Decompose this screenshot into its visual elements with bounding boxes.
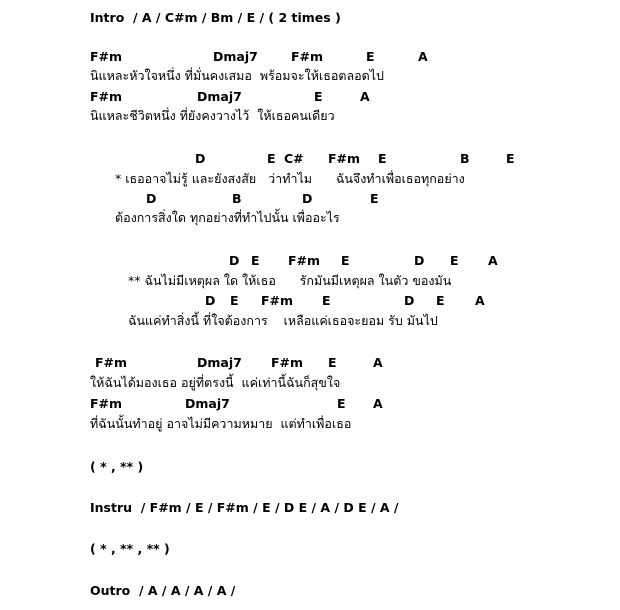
chord: E (267, 151, 276, 166)
chord: E (341, 253, 350, 268)
lyric-line: นิแหละหัวใจหนึ่ง ที่มั่นคงเสมอ พร้อมจะให้เธอตลอดไป (90, 68, 384, 83)
chord: E (251, 253, 260, 268)
intro-line: Intro / A / C#m / Bm / E / ( 2 times ) (90, 10, 341, 25)
chord: Dmaj7 (197, 89, 242, 104)
chord: E (436, 293, 445, 308)
chord: D (146, 191, 157, 206)
chord: Dmaj7 (213, 49, 258, 64)
lyric-line: นิแหละชีวิตหนึ่ง ที่ยังคงวางไว้ ให้เธอคนเดียว (90, 108, 335, 123)
chord: F#m (328, 151, 361, 166)
chord: E (506, 151, 515, 166)
chord: E (378, 151, 387, 166)
chord: F#m (95, 355, 128, 370)
lyric-line: ต้องการสิ่งใด ทุกอย่างที่ทำไปนั้น เพื่ออะไร (115, 210, 340, 225)
chord: F#m (271, 355, 304, 370)
lyric-line: ให้ฉันได้มองเธอ อยู่ที่ตรงนี้ แค่เท่านี้ฉันก็สุขใจ (90, 375, 341, 390)
chord: A (475, 293, 485, 308)
chord: E (230, 293, 239, 308)
lyric-line: * เธออาจไม่รู้ และยังสงสัย ว่าทำไม ฉันจึงทำเพื่อเธอทุกอย่าง (115, 171, 465, 186)
chord: A (360, 89, 370, 104)
chord: E (328, 355, 337, 370)
chord: A (418, 49, 428, 64)
chord: D (404, 293, 415, 308)
instrumental-line: Instru / F#m / E / F#m / E / D E / A / D E / A / (90, 500, 399, 515)
chord: E (322, 293, 331, 308)
chord: D (302, 191, 313, 206)
chord: F#m (90, 89, 123, 104)
chord: Dmaj7 (197, 355, 242, 370)
chord: D (229, 253, 240, 268)
chord: F#m (291, 49, 324, 64)
chord: D (195, 151, 206, 166)
chord: E (337, 396, 346, 411)
chord: A (373, 355, 383, 370)
chord: F#m (261, 293, 294, 308)
chord: F#m (90, 49, 123, 64)
lyric-line: ที่ฉันนั้นทำอยู่ อาจไม่มีความหมาย แต่ทำเพื่อเธอ (90, 416, 352, 431)
chord: E (314, 89, 323, 104)
chord: C# (284, 151, 304, 166)
chord: B (232, 191, 242, 206)
outro-line: Outro / A / A / A / A / (90, 583, 236, 598)
chord: E (370, 191, 379, 206)
lyric-line: ฉันแค่ทำสิ่งนี้ ที่ใจต้องการ เหลือแค่เธอจะยอม รับ มันไป (128, 313, 438, 328)
chord: B (460, 151, 470, 166)
repeat-marker: ( * , ** , ** ) (90, 541, 170, 556)
chord: D (414, 253, 425, 268)
chord: A (488, 253, 498, 268)
chord: E (366, 49, 375, 64)
chord: A (373, 396, 383, 411)
chord: F#m (90, 396, 123, 411)
chord: E (450, 253, 459, 268)
lyric-line: ** ฉันไม่มีเหตุผล ใด ให้เธอ รักมันมีเหตุผล ในตัว ของมัน (128, 273, 452, 288)
chord: F#m (288, 253, 321, 268)
repeat-marker: ( * , ** ) (90, 459, 144, 474)
chord: D (205, 293, 216, 308)
chord: Dmaj7 (185, 396, 230, 411)
